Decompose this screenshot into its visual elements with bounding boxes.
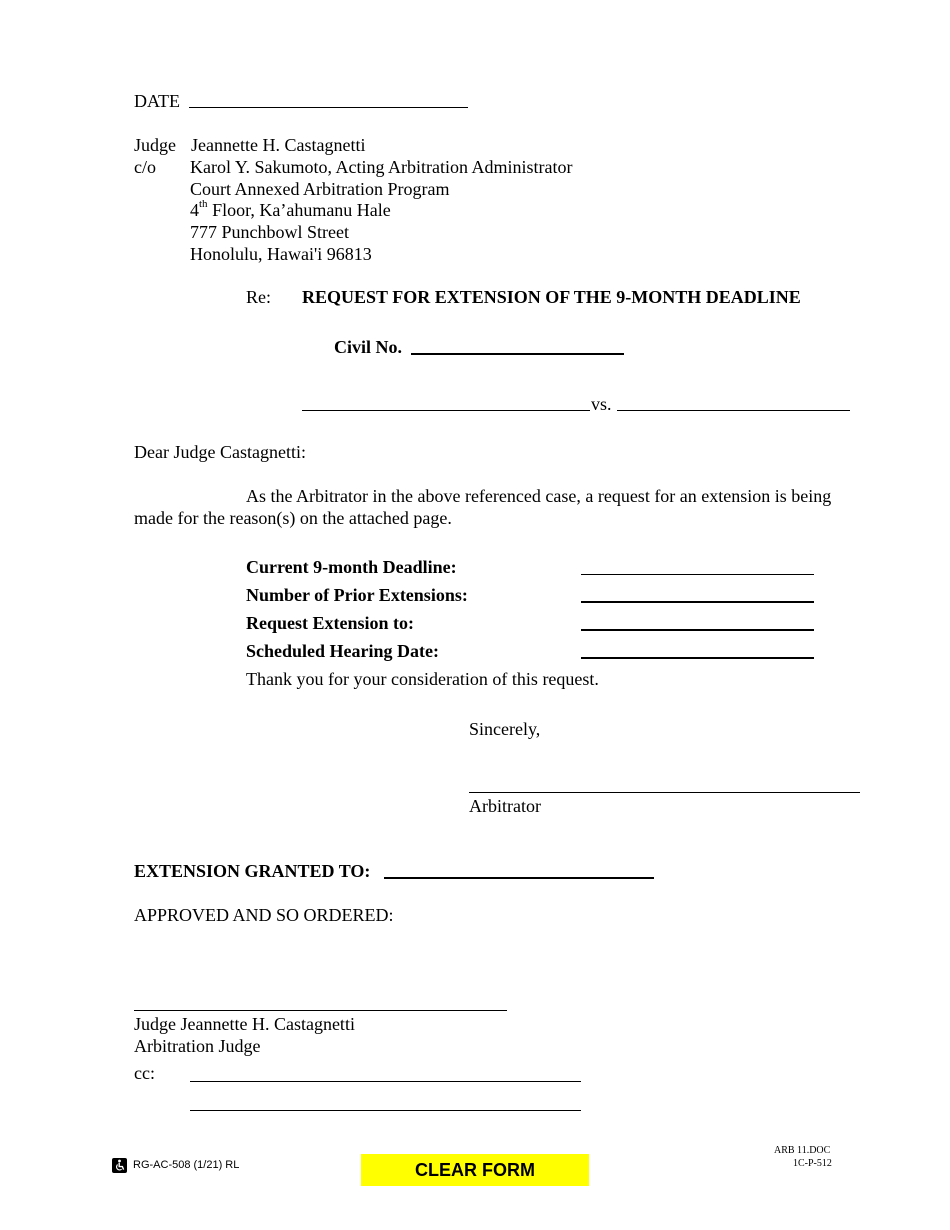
wheelchair-icon [112,1158,127,1173]
judge-signature-field[interactable] [134,1010,507,1011]
thanks-text: Thank you for your consideration of this request. [246,669,599,689]
signing-judge-name: Judge Jeannette H. Castagnetti [134,1014,355,1034]
approved-label: APPROVED AND SO ORDERED: [134,905,394,925]
address-line-1: Karol Y. Sakumoto, Acting Arbitration Administrator [190,157,573,177]
vs-label: vs. [591,394,612,414]
subject-title: REQUEST FOR EXTENSION OF THE 9-MONTH DEADLINE [302,287,801,307]
date-field[interactable] [189,107,468,108]
salutation: Dear Judge Castagnetti: [134,442,306,462]
arbitrator-label: Arbitrator [469,796,541,816]
civil-no-label: Civil No. [334,337,403,357]
doc-name: ARB 11.DOC [774,1145,831,1156]
extension-granted-label: EXTENSION GRANTED TO: [134,861,371,881]
defendant-field[interactable] [617,410,850,411]
plaintiff-field[interactable] [302,410,590,411]
body-paragraph-line-2: made for the reason(s) on the attached page. [134,508,452,528]
floor-suffix: th [199,198,208,210]
current-deadline-label: Current 9-month Deadline: [246,557,457,577]
floor-rest: Floor, Ka’ahumanu Hale [207,200,391,220]
address-line-4: 777 Punchbowl Street [190,222,349,242]
cc-field-1[interactable] [190,1081,581,1082]
floor-number: 4 [190,200,199,220]
addressee-judge-name: Jeannette H. Castagnetti [191,135,366,155]
cc-label: cc: [134,1063,155,1083]
body-paragraph-line-1: As the Arbitrator in the above referenced case, a request for an extension is being [246,486,832,506]
current-deadline-field[interactable] [581,574,814,575]
co-label: c/o [134,157,156,177]
judge-label: Judge [134,135,176,155]
closing: Sincerely, [469,719,541,739]
signing-judge-title: Arbitration Judge [134,1036,261,1056]
prior-extensions-field[interactable] [581,601,814,603]
request-extension-field[interactable] [581,629,814,631]
address-line-5: Honolulu, Hawai'i 96813 [190,244,372,264]
extension-granted-field[interactable] [384,877,654,879]
doc-code: 1C-P-512 [793,1158,832,1169]
cc-field-2[interactable] [190,1110,581,1111]
prior-extensions-label: Number of Prior Extensions: [246,585,468,605]
date-label: DATE [134,91,180,111]
address-line-3 [190,198,391,220]
arbitrator-signature-field[interactable] [469,792,860,793]
clear-form-button[interactable]: CLEAR FORM [361,1154,589,1186]
address-line-2: Court Annexed Arbitration Program [190,179,450,199]
civil-no-field[interactable] [411,353,624,355]
re-label: Re: [246,287,271,307]
hearing-date-label: Scheduled Hearing Date: [246,641,439,661]
hearing-date-field[interactable] [581,657,814,659]
form-code: RG-AC-508 (1/21) RL [133,1159,240,1171]
request-extension-label: Request Extension to: [246,613,415,633]
